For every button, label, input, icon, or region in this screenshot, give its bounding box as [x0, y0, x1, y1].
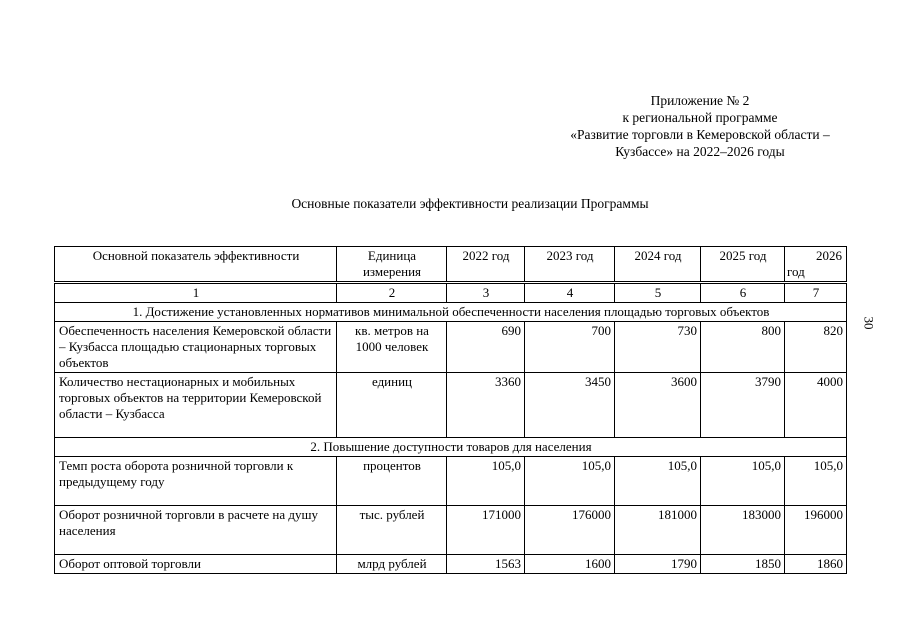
indicator-unit: млрд рублей: [337, 555, 447, 574]
appendix-line: к региональной программе: [622, 110, 778, 125]
table-header-row: [55, 247, 847, 282]
table-row: [55, 322, 847, 373]
value-2022: 3360: [447, 373, 525, 438]
value-2024: 3600: [615, 373, 701, 438]
appendix-line: Приложение № 2: [650, 93, 750, 108]
indicator-name: Обеспеченность населения Кемеровской области – Кузбасса площадью стационарных торговых объектов: [55, 322, 337, 373]
indicator-unit: процентов: [337, 457, 447, 506]
indicator-name: Темп роста оборота розничной торговли к предыдущему году: [55, 457, 337, 506]
header-2023: 2023 год: [525, 247, 615, 282]
header-unit: Единица измерения: [337, 247, 447, 282]
header-2025: 2025 год: [701, 247, 785, 282]
value-2025: 183000: [701, 506, 785, 555]
value-2023: 700: [525, 322, 615, 373]
page-number: 30: [861, 316, 877, 330]
header-indicator: Основной показатель эффективности: [55, 247, 337, 282]
value-2026: 820: [785, 322, 847, 373]
indicator-name: Оборот оптовой торговли: [55, 555, 337, 574]
section-row: [55, 438, 847, 457]
value-2026: 196000: [785, 506, 847, 555]
table-row: [55, 457, 847, 506]
table-row: [55, 555, 847, 574]
column-number: 1: [55, 284, 337, 303]
header-2026: 2026 год: [785, 247, 847, 282]
value-2024: 105,0: [615, 457, 701, 506]
section-title: 1. Достижение установленных нормативов минимальной обеспеченности населения площадью торговых объектов: [55, 303, 847, 322]
indicator-name: Оборот розничной торговли в расчете на душу населения: [55, 506, 337, 555]
value-2024: 181000: [615, 506, 701, 555]
value-2026: 4000: [785, 373, 847, 438]
value-2026: 105,0: [785, 457, 847, 506]
header-2024: 2024 год: [615, 247, 701, 282]
value-2024: 730: [615, 322, 701, 373]
table-row: [55, 506, 847, 555]
column-number: 3: [447, 284, 525, 303]
appendix-block: [540, 92, 860, 160]
value-2026: 1860: [785, 555, 847, 574]
indicators-table: [54, 246, 847, 574]
column-number: 7: [785, 284, 847, 303]
value-2025: 3790: [701, 373, 785, 438]
column-number: 5: [615, 284, 701, 303]
value-2022: 1563: [447, 555, 525, 574]
indicator-unit: кв. метров на 1000 человек: [337, 322, 447, 373]
value-2023: 1600: [525, 555, 615, 574]
column-number: 4: [525, 284, 615, 303]
header-2022: 2022 год: [447, 247, 525, 282]
appendix-line: Кузбассе» на 2022–2026 годы: [615, 144, 785, 159]
value-2022: 690: [447, 322, 525, 373]
value-2024: 1790: [615, 555, 701, 574]
appendix-line: «Развитие торговли в Кемеровской области –: [570, 127, 830, 142]
value-2025: 1850: [701, 555, 785, 574]
value-2022: 171000: [447, 506, 525, 555]
value-2023: 3450: [525, 373, 615, 438]
value-2025: 800: [701, 322, 785, 373]
value-2023: 105,0: [525, 457, 615, 506]
section-row: [55, 303, 847, 322]
document-title: Основные показатели эффективности реализации Программы: [291, 196, 649, 211]
column-number-row: [55, 284, 847, 303]
indicator-name: Количество нестационарных и мобильных торговых объектов на территории Кемеровской области – Кузбасса: [55, 373, 337, 438]
value-2025: 105,0: [701, 457, 785, 506]
column-number: 2: [337, 284, 447, 303]
table-row: [55, 373, 847, 438]
value-2023: 176000: [525, 506, 615, 555]
value-2022: 105,0: [447, 457, 525, 506]
indicator-unit: тыс. рублей: [337, 506, 447, 555]
indicator-unit: единиц: [337, 373, 447, 438]
section-title: 2. Повышение доступности товаров для населения: [55, 438, 847, 457]
column-number: 6: [701, 284, 785, 303]
